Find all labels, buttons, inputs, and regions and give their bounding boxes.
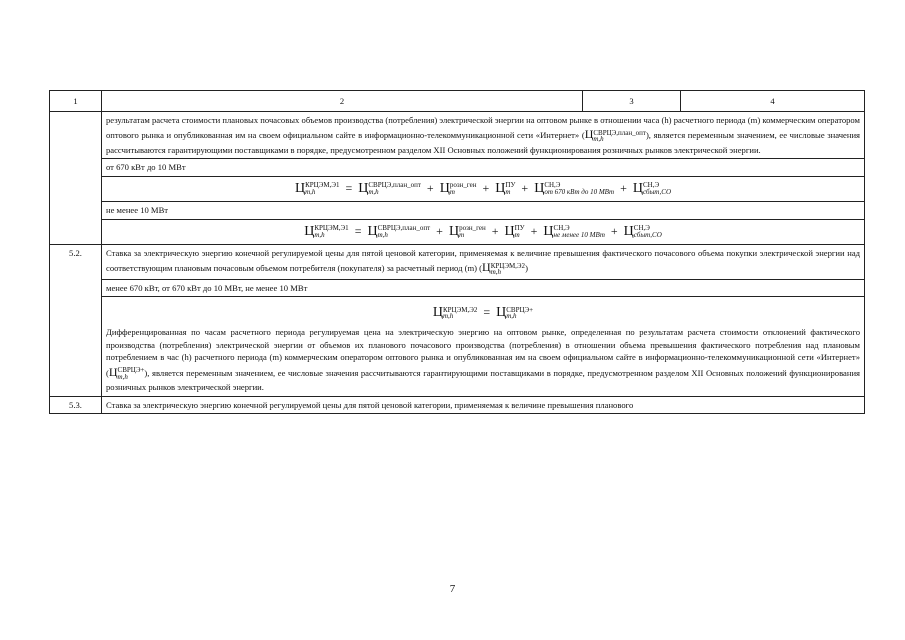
row-number-cell [50,112,102,245]
formula-plus: + [426,180,434,195]
formula-equals: = [354,223,362,238]
formula-term-sup: ПУ [505,181,516,190]
range-label-all: менее 670 кВт, от 670 кВт до 10 МВт, не менее 10 МВт [102,279,865,296]
description-text-b: ), является переменным значением, ее числовые значения рассчитываются гарантирующими поставщиками в порядке, предусмотренном разделом XII Основных положений функционирования розничных рынков электрической энергии. [106,367,860,393]
formula-lhs-sub: m,h [305,188,316,196]
formula-lhs-sup: КРЦЭМ,Э1 [305,181,340,190]
formula-1 [102,176,865,201]
symbol-sup: СВРЦЭ,план_опт [593,128,646,137]
formula-term: Ц [448,223,460,239]
symbol-sub: m,h [490,268,502,277]
formula-term-sup: СН,Э [643,181,660,190]
formula-2 [102,219,865,244]
formula-term-sub: m [459,230,465,239]
formula-term: Ц [495,180,506,196]
formula-equals: = [483,305,491,320]
formula-plus: + [521,180,529,195]
row-5-2-text-end: ) [525,263,528,274]
formula-term-sup: СН,Э [544,181,561,190]
formula-term-sub: m [514,230,520,239]
page-number: 7 [449,583,456,595]
formula-lhs: Ц [294,180,306,196]
table-row [50,159,865,176]
header-col-1: 1 [50,91,102,112]
formula-term: Ц [439,180,450,196]
formula-lhs-sup: КРЦЭМ,Э1 [314,224,349,233]
formula-lhs: Ц [432,305,443,321]
formula-plus: + [482,180,490,195]
header-col-4: 4 [681,91,865,112]
formula-lhs-sup: КРЦЭМ,Э2 [443,305,478,314]
formula-plus: + [530,223,538,238]
tariff-table [49,90,865,414]
formula-plus: + [620,180,627,195]
table-row [50,244,865,279]
formula-term: Ц [632,180,644,196]
row-5-2-text: Ставка за электрическую энергию конечной регулируемой цены для пятой ценовой категории, применяемая к величине превышения фактического почасового объема покупки электрической энергии над соответствующим плановым почасовым объемом потребителя (покупателя) за расчетный период (m) ( [106,247,860,274]
formula-term: Ц [504,223,515,239]
row-number-5-3: 5.3. [50,396,102,413]
table-header-row [50,91,865,112]
formula-lhs-sub: m,h [443,312,454,321]
formula-term-sub: от 670 кВт до 10 МВт [544,188,615,196]
table-row [50,112,865,159]
formula-term: Ц [543,223,554,239]
table-row [50,202,865,219]
header-col-3: 3 [583,91,681,112]
formula-equals: = [345,180,353,195]
formula-term-sub: не менее 10 МВт [553,230,605,239]
formula-term: Ц [358,180,369,196]
formula-term-sup: розн_ген [449,181,477,190]
header-col-2: 2 [102,91,583,112]
formula-plus: + [491,223,499,238]
formula-term-sub: сбыт,СО [643,188,671,196]
continuation-text-a: результатам расчета стоимости плановых почасовых объемов производства (потребления) электрической энергии на оптовом рынке в отношении часа (h) расчетного периода (m) коммерческим оператором оптового рынка и опубликованная им на своем официальном сайте в информационно-телекоммуникационной сети «Интернет» ( [106,115,860,141]
inline-formula-svrce-plan [584,127,646,144]
formula-rhs: Ц [496,305,507,321]
formula-rhs-sup: СВРЦЭ+ [506,305,534,314]
formula-3-and-description-cell [102,297,865,397]
inline-formula-svrce-plus [108,364,145,381]
description-text-a: Дифференцированная по часам расчетного периода регулируемая цена на электрическую энергию на оптовом рынке, определенная по результатам расчета стоимости отклонений фактического производства (потребления) электрической энергии от объемов их планового почасового производства (потребления) в отношении объема превышения фактического потребления над плановым потреблением в час (h) расчетного периода (m) коммерческим оператором оптового рынка и опубликованная им на своем официальном сайте в информационно-телекоммуникационной сети «Интернет» ( [106,327,860,378]
formula-rhs-sub: m,h [506,312,517,321]
table-row [50,396,865,413]
symbol-sup: КРЦЭМ,Э2 [490,261,526,270]
table-row [50,176,865,201]
formula-plus: + [436,223,443,238]
formula-3 [106,299,860,326]
formula-lhs: Ц [304,223,315,239]
formula-term-sup: СН,Э [633,224,650,233]
symbol-sub: m,h [593,135,604,144]
table-row [50,297,865,397]
symbol-main: Ц [108,364,118,379]
formula-term-sup: СВРЦЭ,план_опт [368,181,421,190]
symbol-sup: СВРЦЭ+ [117,366,145,375]
formula-term-sup: ПУ [514,224,525,233]
formula-term-sub: m,h [377,230,388,239]
range-label-min-10: не менее 10 МВт [102,202,865,219]
row-5-2-text-cell [102,244,865,279]
formula-term: Ц [623,223,634,239]
continuation-text-b: ), является переменным значением, ее числовые значения рассчитываются гарантирующими поставщиками в порядке, предусмотренном разделом XII Основных положений функционирования розничных рынков электрической энергии. [106,130,861,155]
symbol-main: Ц [482,260,491,275]
formula-term-sub: сбыт,СО [633,230,662,239]
symbol-main: Ц [584,127,594,142]
formula-term-sup: СВРЦЭ,план_опт [377,224,431,233]
row-number-5-2: 5.2. [50,244,102,396]
formula-plus: + [610,223,618,238]
inline-formula-krcem-e2 [482,260,526,277]
row-5-3-text: Ставка за электрическую энергию конечной регулируемой цены для пятой ценовой категории, применяемая к величине превышения планового [102,396,865,413]
formula-term-sub: m [505,188,511,196]
continuation-text-cell [102,112,865,159]
formula-term-sub: m [449,188,455,196]
formula-term: Ц [367,223,378,239]
formula-term-sup: розн_ген [459,224,486,233]
formula-term-sup: СН,Э [553,224,570,233]
range-label-670-10: от 670 кВт до 10 МВт [102,159,865,176]
formula-term-sub: m,h [368,188,379,196]
formula-lhs-sub: m,h [314,230,325,239]
formula-term: Ц [534,180,545,196]
table-row [50,279,865,296]
description-paragraph [106,326,860,393]
table-row [50,219,865,244]
symbol-sub: m,h [117,372,128,381]
